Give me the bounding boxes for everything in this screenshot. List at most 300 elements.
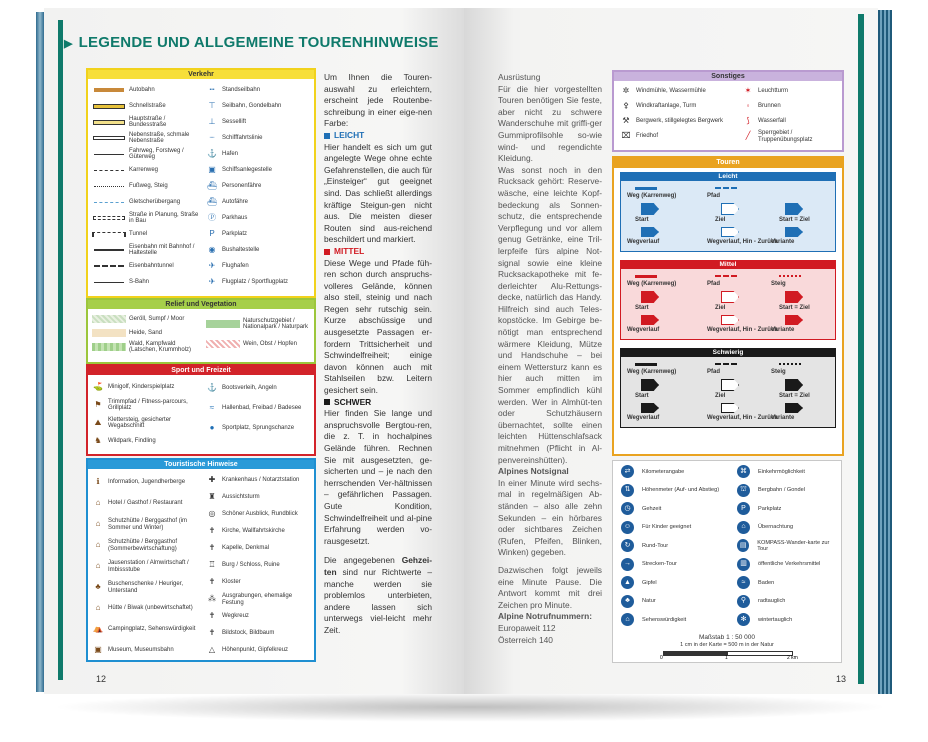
legend-label: Sperrgebiet / Truppenübungsplatz xyxy=(758,130,813,143)
tour-label-bot: Wegverlauf xyxy=(627,415,660,421)
legend-row xyxy=(92,396,204,414)
tour-label-mid: Start = Ziel xyxy=(779,393,810,399)
info-row xyxy=(737,502,837,515)
legend-label: Flugplatz / Sportflugplatz xyxy=(222,278,289,285)
legend-label: Kloster xyxy=(222,579,241,586)
info-label: Strecken-Tour xyxy=(642,561,677,567)
tour-group-mittel xyxy=(620,260,836,340)
notsignal-heading: Alpines Notsignal xyxy=(498,466,569,477)
tour-label-mid: Ziel xyxy=(715,217,726,223)
tour-label-mid: Start xyxy=(635,393,649,399)
tour-arrow-symbol xyxy=(641,403,659,413)
legend-row xyxy=(92,472,204,493)
tour-label-top: Weg (Karrenweg) xyxy=(627,281,677,287)
legend-row xyxy=(92,146,204,162)
tour-arrow-symbol xyxy=(641,227,659,237)
legend-icon: ▣ xyxy=(94,645,102,655)
legend-row xyxy=(92,258,204,274)
legend-icon: ✶ xyxy=(744,86,752,96)
notruf-austria: Österreich 140 xyxy=(498,634,553,645)
legend-label: Aussichtsturm xyxy=(222,494,260,501)
info-icon: ⌂ xyxy=(737,521,750,534)
info-icon: ⚲ xyxy=(737,595,750,608)
tour-label-top: Steig xyxy=(771,369,786,375)
legend-label: Minigolf, Kinderspielplatz xyxy=(108,383,175,390)
legend-row xyxy=(92,598,204,619)
legend-icon: ♞ xyxy=(94,435,102,445)
info-label: Höhenmeter (Auf- und Abstieg) xyxy=(642,487,720,493)
swatch xyxy=(206,320,240,328)
tour-label-top: Weg (Karrenweg) xyxy=(627,369,677,375)
legend-row xyxy=(92,82,204,98)
legend-row xyxy=(92,340,204,354)
legend-label: Wildpark, Findling xyxy=(108,437,156,444)
tour-line xyxy=(635,275,657,278)
legend-label: Wasserfall xyxy=(758,118,786,125)
tour-label-mid: Start = Ziel xyxy=(779,305,810,311)
legend-label: Flughafen xyxy=(222,262,249,269)
legend-row xyxy=(206,98,310,114)
legend-label: Hafen xyxy=(222,150,239,157)
legend-row xyxy=(620,129,740,144)
tour-label-mid: Ziel xyxy=(715,305,726,311)
gehzeiten-text: Die angegebenen Gehzei-ten sind nur Richtwerte – manche werden sie problemlos unterbieten, andere lassen sich unterwegs viel-leicht mehr Zeit. xyxy=(324,555,432,635)
legend-row xyxy=(206,642,310,659)
legend-row xyxy=(206,226,310,242)
legend-icon: ⚒ xyxy=(622,116,630,126)
legend-row xyxy=(92,226,204,242)
legend-label: Seilbahn, Gondelbahn xyxy=(222,102,282,109)
legend-row xyxy=(92,493,204,514)
mittel-heading: MITTEL xyxy=(324,246,432,258)
legend-row xyxy=(620,84,740,99)
legend-label: Bildstock, Bildbaum xyxy=(222,630,275,637)
legend-label: S-Bahn xyxy=(129,278,150,285)
legend-label: Trimmpfad / Fitness-parcours, Grillplatz xyxy=(108,398,188,411)
tour-flag-symbol xyxy=(641,203,659,215)
line-symbol xyxy=(92,134,126,143)
legend-label: Schifffahrtslinie xyxy=(222,134,263,141)
legend-icon: ╱ xyxy=(745,131,751,141)
legend-row xyxy=(206,210,310,226)
page-number-right: 13 xyxy=(836,674,847,684)
page-number-left: 12 xyxy=(96,674,107,684)
legend-label: Klettersteig, gesicherter Wegabschnitt xyxy=(108,416,172,429)
tour-label-bot: Variante xyxy=(771,327,795,333)
tour-label-top: Pfad xyxy=(707,281,721,287)
legend-label: Leuchtturm xyxy=(758,88,789,95)
legend-label: Bergwerk, stillgelegtes Bergwerk xyxy=(636,118,724,125)
legend-icon: ◉ xyxy=(208,244,216,254)
legend-icon: ⟆ xyxy=(746,116,750,126)
legend-row xyxy=(92,274,204,290)
info-icon: ≈ xyxy=(737,576,750,589)
legend-touristisch-left xyxy=(92,472,204,661)
legend-label: Campingplatz, Sehenswürdigkeit xyxy=(108,626,196,633)
info-label: radtauglich xyxy=(758,598,786,604)
legend-row xyxy=(206,591,310,608)
legend-icon: ⛰ xyxy=(94,417,102,427)
info-row xyxy=(737,484,837,497)
legend-icon: ✚ xyxy=(208,475,216,485)
accent-bar-right xyxy=(858,14,864,684)
legend-row xyxy=(92,162,204,178)
legend-icon: ♖ xyxy=(208,560,216,570)
legend-label: Museum, Museumsbahn xyxy=(108,647,174,654)
notsignal-text: In einer Minute wird sechs-mal in regelmäßigen Ab-ständen – also alle zehn Sekunden – ein hörbares oder sichtbares Zeichen (Rufen, Pfeifen, Blinken, Winken) gegeben. xyxy=(498,477,602,558)
legend-row xyxy=(92,577,204,598)
tour-arrow-symbol xyxy=(721,227,739,237)
tour-line xyxy=(715,275,737,277)
tour-line xyxy=(779,275,801,277)
legend-sport xyxy=(86,364,316,456)
legend-label: Höhenpunkt, Gipfelkreuz xyxy=(222,647,289,654)
legend-label: Ausgrabungen, ehemalige Festung xyxy=(222,593,293,606)
info-label: Gipfel xyxy=(642,579,657,586)
legend-label: Hauptstraße / Bundesstraße xyxy=(129,115,167,128)
line-symbol xyxy=(92,262,126,271)
info-icon: ♣ xyxy=(621,595,634,608)
legend-sonstiges-right xyxy=(742,84,838,144)
legend-icon: ℹ xyxy=(96,477,100,487)
tour-label-mid: Start = Ziel xyxy=(779,217,810,223)
legend-icon: ♣ xyxy=(95,582,101,592)
legend-relief-left xyxy=(92,312,204,354)
text-column-difficulty xyxy=(324,72,432,637)
legend-label: Autobahn xyxy=(129,86,155,93)
legend-icon: ✝ xyxy=(208,628,216,638)
scale-graphic xyxy=(663,651,793,656)
schwer-text: Hier finden Sie lange und anspruchsvolle Bergtou-ren, die z. T. in hochalpines Gelände führen. Rechnen Sie mit ausgesetzten, ge-sicherten und – je nach den herrschenden Ver-hältnissen – gefährlichen Passagen. Gute Kondition, Schwindelfreiheit und al-pine Erfahrung werden vo-rausgesetzt. xyxy=(324,408,432,546)
legend-row xyxy=(92,98,204,114)
text-column-equipment xyxy=(498,72,602,646)
legend-row xyxy=(742,99,838,114)
legend-icon: ⚴ xyxy=(623,101,629,111)
legend-label: Straße in Planung, Straße in Bau xyxy=(129,211,199,224)
legend-icon: ♜ xyxy=(208,492,216,502)
legend-row xyxy=(92,326,204,340)
legend-icon: ◦ xyxy=(746,101,750,111)
intro-text: Um Ihnen die Touren-auswahl zu erleichtern, erscheint jede Routenbe-schreibung in einer eige-nen Farbe: xyxy=(324,72,432,129)
line-symbol xyxy=(92,198,126,207)
legend-verkehr-right xyxy=(206,82,310,290)
tour-flag-symbol xyxy=(721,203,739,215)
notruf-europe: Europaweit 112 xyxy=(498,622,556,633)
legend-label: Nebenstraße, schmale Nebenstraße xyxy=(129,131,190,144)
leicht-text: Hier handelt es sich um gut angelegte Wege ohne echte Gefahrenstellen, die auch für „Einsteiger“ gut geeignet sind. Das schließt allerdings kräftige Steigun-gen nicht aus. Die meisten dieser Routen sind aus-reichend beschildert und markiert. xyxy=(324,141,432,245)
legend-icon: △ xyxy=(208,645,216,655)
legend-icon: ✲ xyxy=(622,86,630,96)
info-label: Einkehrmöglichkeit xyxy=(758,468,805,475)
info-label: wintertauglich xyxy=(758,616,793,623)
legend-label: Bootsverleih, Angeln xyxy=(222,384,277,391)
info-icon: ⌂ xyxy=(621,613,634,626)
legend-sport-right xyxy=(206,378,310,438)
line-symbol xyxy=(92,102,126,111)
swatch xyxy=(206,340,240,348)
tour-label-top: Steig xyxy=(771,281,786,287)
scale-tick-2: 2 km xyxy=(787,655,798,661)
tour-label-mid: Start xyxy=(635,305,649,311)
swatch xyxy=(92,315,126,323)
info-row xyxy=(737,539,837,552)
legend-label: Naturschutzgebiet / Nationalpark / Naturpark xyxy=(243,317,309,330)
legend-label: Eisenbahntunnel xyxy=(129,262,174,269)
tour-line xyxy=(715,363,737,365)
info-row xyxy=(737,595,837,608)
book-shadow xyxy=(50,692,890,722)
tour-line xyxy=(715,187,737,189)
legend-icon: ⚑ xyxy=(94,399,102,409)
tour-arrow-symbol xyxy=(785,315,803,325)
legend-icon: ⛴ xyxy=(206,196,218,206)
legend-row xyxy=(206,418,310,438)
legend-row xyxy=(206,557,310,574)
legend-icon: ⚓ xyxy=(207,148,217,158)
legend-icon: ✝ xyxy=(208,611,216,621)
tour-line xyxy=(635,187,657,190)
info-icon: ⇄ xyxy=(621,465,634,478)
line-symbol xyxy=(92,230,126,239)
tour-line xyxy=(779,363,801,365)
legend-label: Gletscherübergang xyxy=(129,198,181,205)
legend-icon: ◎ xyxy=(208,509,216,519)
info-label: Baden xyxy=(758,579,775,586)
legend-sonstiges-title: Sonstiges xyxy=(614,72,842,81)
legend-row xyxy=(206,82,310,98)
legend-label: Burg / Schloss, Ruine xyxy=(222,562,280,569)
legend-label: Parkhaus xyxy=(222,214,248,221)
legend-icon: ⊤ xyxy=(208,100,216,110)
heading-text: LEGENDE UND ALLGEMEINE TOURENHINWEISE xyxy=(78,34,439,51)
legend-label: Hotel / Gasthof / Restaurant xyxy=(108,500,183,507)
info-icon: ◷ xyxy=(621,502,634,515)
line-symbol xyxy=(92,166,126,175)
legend-icon: ⌂ xyxy=(95,498,101,508)
legend-icon: ┈ xyxy=(209,132,215,142)
legend-label: Hallenbad, Freibad / Badesee xyxy=(222,404,302,411)
legend-icon: P xyxy=(209,228,215,238)
legend-icon: ⌂ xyxy=(95,561,101,571)
legend-row xyxy=(206,336,310,352)
leicht-heading: LEICHT xyxy=(324,130,432,142)
legend-icon: ⚓ xyxy=(207,382,217,392)
legend-label: Information, Jugendherberge xyxy=(108,479,186,486)
tour-label-top: Pfad xyxy=(707,193,721,199)
legend-relief-right xyxy=(206,312,310,352)
legend-label: Buschenschenke / Heuriger, Unterstand xyxy=(108,581,184,594)
tour-flag-symbol xyxy=(641,291,659,303)
ausruestung-text-2: Was sonst noch in den Rucksack gehört: Reserve-wäsche, eine leichte Kopf-bedeckung als Sonnen-schutz, die entsprechende Verpflegung und vor allem genug Getränke, eine Tril-lerpfeife fürs alpine Not-signal sowie eine kleine Rucksackapotheke mit fe-derleichter Alu-Rettungs-decke, natürlich das Handy. Hilfreich sind auch Teles-kopstöcke. Im Gebirge be-nötigt man entsprechend wärmere Kleidung, Mütze und Handschuhe – bei einem Wettersturz kann es hier auch mitten im Sommer empfindlich kühl werden. Wer in Almhüt-ten oder Schutzhäusern übernachtet, sollte einen leichten Hüttenschlafsack mitnehmen (Pflicht in Al-penvereinshütten). xyxy=(498,164,602,465)
line-symbol xyxy=(92,86,126,95)
legend-label: Windmühle, Wassermühle xyxy=(636,88,706,95)
info-row xyxy=(621,465,727,478)
legend-row xyxy=(206,274,310,290)
info-label: Gehzeit xyxy=(642,505,662,512)
tour-label-mid: Start xyxy=(635,217,649,223)
info-label: Parkplatz xyxy=(758,505,782,512)
legend-label: Kapelle, Denkmal xyxy=(222,545,270,552)
legend-row xyxy=(206,506,310,523)
schwer-heading: SCHWER xyxy=(324,397,432,409)
info-label: öffentliche Verkehrsmittel xyxy=(758,561,821,567)
triangle-icon: ▶ xyxy=(64,38,73,50)
tour-group-title: Leicht xyxy=(621,173,835,181)
legend-label: Fußweg, Steig xyxy=(129,182,168,189)
legend-relief-title: Relief und Vegetation xyxy=(88,300,314,309)
legend-sonstiges-left xyxy=(620,84,740,144)
info-label: Sehenswürdigkeit xyxy=(642,616,687,623)
tour-label-top: Weg (Karrenweg) xyxy=(627,193,677,199)
scale-title: Maßstab 1 : 50 000 xyxy=(698,634,755,641)
tour-flag-symbol xyxy=(641,379,659,391)
scale-bar xyxy=(612,632,842,663)
info-icon: ↻ xyxy=(621,539,634,552)
legend-label: Friedhof xyxy=(636,133,659,140)
legend-label: Personenfähre xyxy=(222,182,262,189)
mittel-text: Diese Wege und Pfade füh-ren schon durch anspruchs-volleres Gelände, können also steil, steinig und nach Regen sehr rutschig sein. Kurze abschüssige und ausgesetzte Passagen er-fordern Trittsicherheit und Schwindelfreiheit; einige davon können auch mit Stahlseilen bzw. Leitern gesichert sein. xyxy=(324,257,432,396)
tour-group-title: Mittel xyxy=(621,261,835,269)
line-symbol xyxy=(92,246,126,255)
notsignal-text-2: Dazwischen folgt jeweils eine Minute Pause. Die Antwort kommt mit drei Zeichen pro Minute. xyxy=(498,564,602,610)
legend-row xyxy=(742,129,838,144)
legend-row xyxy=(620,114,740,129)
info-icon: P xyxy=(737,502,750,515)
legend-icon: ▣ xyxy=(208,164,216,174)
legend-label: Bushaltestelle xyxy=(222,246,260,253)
legend-icon: ≈ xyxy=(209,402,215,412)
legend-label: Parkplatz xyxy=(222,230,248,237)
legend-label: Schnellstraße xyxy=(129,102,166,109)
info-row xyxy=(621,595,727,608)
tour-label-bot: Variante xyxy=(771,415,795,421)
tour-flag-symbol xyxy=(785,291,803,303)
legend-row xyxy=(92,378,204,396)
legend-verkehr-left xyxy=(92,82,204,290)
legend-label: Geröll, Sumpf / Moor xyxy=(129,315,185,322)
info-label: KOMPASS-Wander-karte zur Tour xyxy=(757,539,830,552)
info-row xyxy=(621,539,727,552)
tour-arrow-symbol xyxy=(721,403,739,413)
line-symbol xyxy=(92,278,126,287)
legend-icon: ✈ xyxy=(208,260,216,270)
legend-row xyxy=(92,130,204,146)
tour-label-top: Pfad xyxy=(707,369,721,375)
legend-label: Schutzhütte / Berggasthof (Sommerbewirtschaftung) xyxy=(108,539,178,552)
legend-row xyxy=(92,312,204,326)
legend-label: Krankenhaus / Notarztstation xyxy=(222,477,300,484)
legend-icon: ✝ xyxy=(208,543,216,553)
info-row xyxy=(737,613,837,626)
legend-verkehr-title: Verkehr xyxy=(88,70,314,79)
legend-row xyxy=(92,640,204,661)
legend-row xyxy=(206,489,310,506)
ausruestung-heading: Ausrüstung xyxy=(498,72,541,82)
info-icon: ✻ xyxy=(737,613,750,626)
legend-touristisch-title: Touristische Hinweise xyxy=(88,460,314,469)
accent-bar-left xyxy=(58,20,63,680)
legend-row xyxy=(92,242,204,258)
info-row xyxy=(621,576,727,589)
legend-label: Windkraftanlage, Turm xyxy=(636,103,697,110)
tour-label-bot: Variante xyxy=(771,239,795,245)
tour-line xyxy=(635,363,657,366)
info-icon: → xyxy=(621,558,634,571)
tour-arrow-symbol xyxy=(785,227,803,237)
legend-row xyxy=(206,540,310,557)
info-label: Natur xyxy=(642,598,656,604)
ausruestung-text: Für die hier vorgestellten Touren benötigen Sie feste, aber nicht zu schwere Wanderschuhe mit griffi-ger Gummiprofilsohle so-wie wind- und regendichte Kleidung. xyxy=(498,83,602,164)
info-icon: ☺ xyxy=(621,521,634,534)
tour-flag-symbol xyxy=(721,379,739,391)
legend-row xyxy=(92,556,204,577)
info-row xyxy=(621,502,727,515)
line-symbol xyxy=(92,214,126,223)
legend-label: Karrenweg xyxy=(129,166,159,173)
legend-label: Tunnel xyxy=(129,230,148,237)
legend-row xyxy=(206,194,310,210)
tour-flag-symbol xyxy=(785,203,803,215)
scale-tick-1: 1 xyxy=(725,655,728,661)
info-row xyxy=(621,521,727,534)
info-icon: ▤ xyxy=(737,539,749,552)
legend-sonstiges xyxy=(612,70,844,152)
legend-row xyxy=(206,242,310,258)
info-icon: ⌘ xyxy=(737,465,750,478)
legend-row xyxy=(92,210,204,226)
legend-label: Sessellift xyxy=(222,118,247,125)
legend-row xyxy=(206,130,310,146)
tour-label-bot: Wegverlauf, Hin - Zurück xyxy=(707,415,778,421)
scale-tick-0: 0 xyxy=(660,655,663,661)
tour-label-bot: Wegverlauf, Hin - Zurück xyxy=(707,239,778,245)
line-symbol xyxy=(92,150,126,159)
tour-group-leicht xyxy=(620,172,836,252)
legend-icon: ⊥ xyxy=(208,116,216,126)
legend-info-icons xyxy=(612,460,842,634)
legend-row xyxy=(742,84,838,99)
legend-row xyxy=(92,178,204,194)
line-symbol xyxy=(92,118,126,127)
tour-label-bot: Wegverlauf xyxy=(627,239,660,245)
legend-row xyxy=(92,514,204,535)
legend-label: Autofähre xyxy=(222,198,249,205)
legend-label: Wegkreuz xyxy=(222,613,249,620)
legend-label: Heide, Sand xyxy=(129,329,163,336)
legend-icon: ⛴ xyxy=(206,180,218,190)
info-label: Bergbahn / Gondel xyxy=(758,487,805,493)
legend-label: Jausenstation / Almwirtschaft / Imbissstube xyxy=(108,560,189,573)
notruf-heading: Alpine Notrufnummern: xyxy=(498,611,592,622)
legend-row xyxy=(92,535,204,556)
legend-row xyxy=(206,472,310,489)
legend-row xyxy=(206,625,310,642)
legend-icon: ┅ xyxy=(209,84,215,94)
legend-icon: ⛺ xyxy=(93,624,103,634)
legend-touren-title: Touren xyxy=(614,158,842,168)
book-edge-left xyxy=(36,12,44,692)
info-row xyxy=(621,558,727,571)
legend-icon: ⁂ xyxy=(208,594,216,604)
legend-touren xyxy=(612,156,844,456)
info-label: Kilometerangabe xyxy=(642,468,685,475)
legend-label: Standseilbahn xyxy=(222,86,261,93)
legend-label: Schutzhütte / Berggasthof (im Sommer und Winter) xyxy=(108,518,188,531)
legend-sport-title: Sport und Freizeit xyxy=(88,366,314,375)
tour-arrow-symbol xyxy=(641,315,659,325)
legend-icon: ✝ xyxy=(208,526,216,536)
info-label: Rund-Tour xyxy=(642,542,669,549)
